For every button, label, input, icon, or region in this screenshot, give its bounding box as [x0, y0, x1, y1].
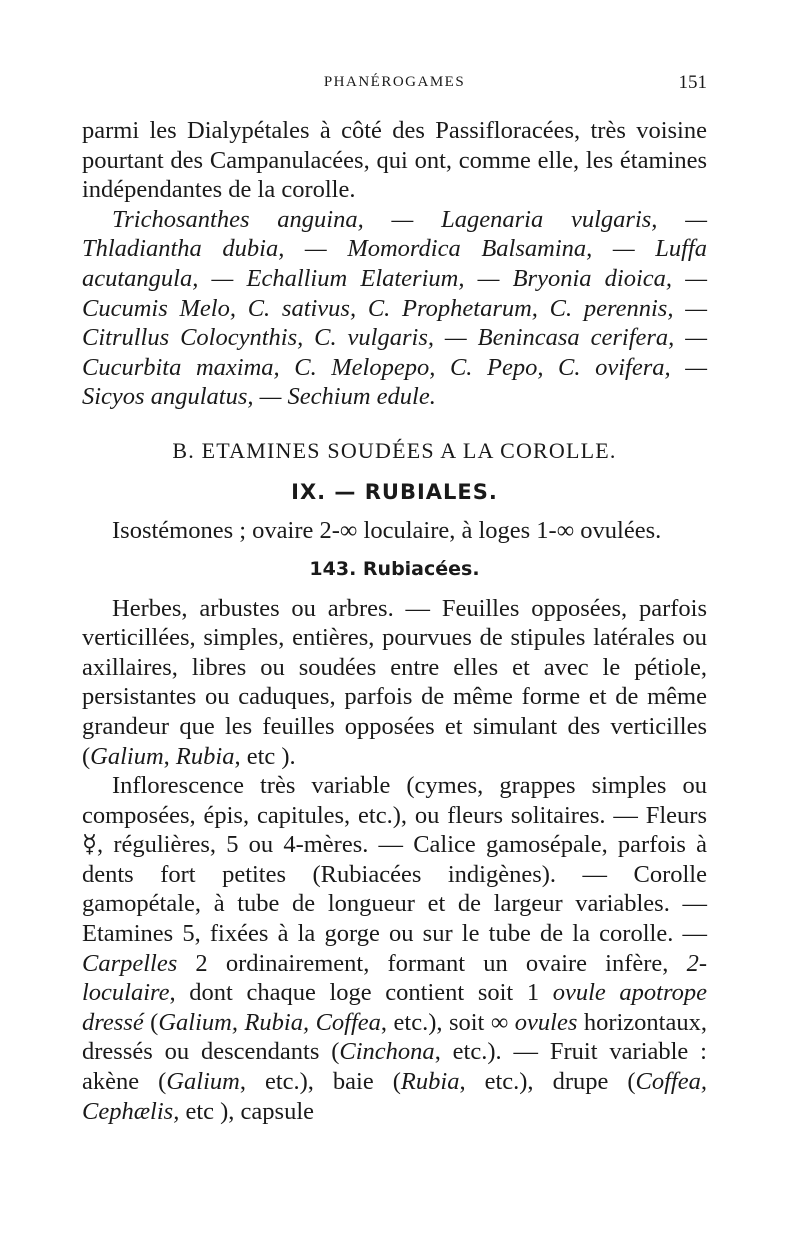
text-run: , etc.). — Fruit variable : akène (	[82, 1038, 707, 1096]
text-run: , etc ).	[234, 742, 296, 770]
text-run: ,	[163, 742, 176, 770]
section-heading: B. ETAMINES SOUDÉES A LA COROLLE.	[172, 437, 617, 463]
italic-run: Carpelles	[82, 949, 178, 977]
italic-run: ovules	[514, 1008, 578, 1036]
intro-paragraph: parmi les Dialypétales à côté des Passifloracées, très voisine pourtant des Campanulacées, qui ont, comme elle, les étamines indépendantes de la corolle.	[82, 117, 707, 204]
italic-run: Cinchona	[339, 1038, 435, 1066]
running-head	[82, 74, 707, 102]
text-run: (	[143, 1008, 159, 1036]
italic-run: Rubia	[175, 742, 235, 770]
italic-run: Galium	[166, 1068, 240, 1096]
italic-run: Coffea, Cephælis,	[82, 1068, 707, 1125]
text-run: , dont chaque loge contient soit 1	[169, 979, 553, 1007]
text-run: Herbes, arbustes ou arbres. — Feuilles opposées, parfois verticillées, simples, entières, pourvues de stipules latérales ou axillaires, libres ou soudées entre elles et avec le pétiole, persistantes ou caduques, parfois de même forme et de même grandeur que les feuilles opposées et simulant des verticilles (	[82, 594, 707, 770]
order-heading: IX. — RUBIALES.	[291, 479, 498, 504]
text-run: , etc.), baie (	[239, 1068, 401, 1096]
description-paragraph-1	[82, 594, 707, 772]
species-list: Trichosanthes anguina, — Lagenaria vulgaris, — Thladiantha dubia, — Momordica Balsamina, — Luffa acutangula, — Echallium Elaterium, — Bryonia dioica, — Cucumis Melo, C. sativus, C. Prophetarum, C. perennis, — Citrullus Colocynthis, C. vulgaris, — Benincasa cerifera, — Cucurbita maxima, C. Melopepo, C. Pepo, C. ovifera, — Sicyos angulatus, — Sechium edule.	[82, 205, 707, 411]
text-run: 2 ordinairement, formant un ovaire infère,	[177, 949, 687, 977]
page-number: 151	[678, 72, 707, 93]
italic-run: Galium	[90, 742, 164, 770]
description-paragraph-2	[82, 771, 707, 1126]
italic-run: Rubia	[400, 1068, 460, 1096]
family-heading: 143. Rubiacées.	[309, 557, 480, 580]
italic-run: ovule apotrope dressé	[82, 979, 707, 1036]
text-run: , etc.), soit ∞	[380, 1008, 515, 1036]
order-description: Isostémones ; ovaire 2-∞ loculaire, à loges 1-∞ ovulées.	[112, 516, 662, 544]
italic-run: 2-loculaire	[82, 949, 707, 1007]
running-title: PHANÉROGAMES	[323, 74, 466, 90]
text-run: Inflorescence très variable (cymes, grappes simples ou composées, épis, capitules, etc.), ou fleurs solitaires. — Fleurs ☿, régulières, 5 ou 4-mères. — Calice gamosépale, parfois à dents fort petites (Rubiacées indigènes). — Corolle gamopétale, à tube de longueur et de largeur variables. — Etamines 5, fixées à la gorge ou sur le tube de la corolle. —	[82, 772, 707, 948]
page	[82, 74, 707, 1126]
italic-run: Galium, Rubia, Coffea	[158, 1008, 381, 1036]
text-run: , etc.), drupe (	[459, 1068, 636, 1096]
text-run: horizontaux, dressés ou descendants (	[82, 1008, 707, 1066]
text-run: etc ), capsule	[179, 1097, 315, 1125]
